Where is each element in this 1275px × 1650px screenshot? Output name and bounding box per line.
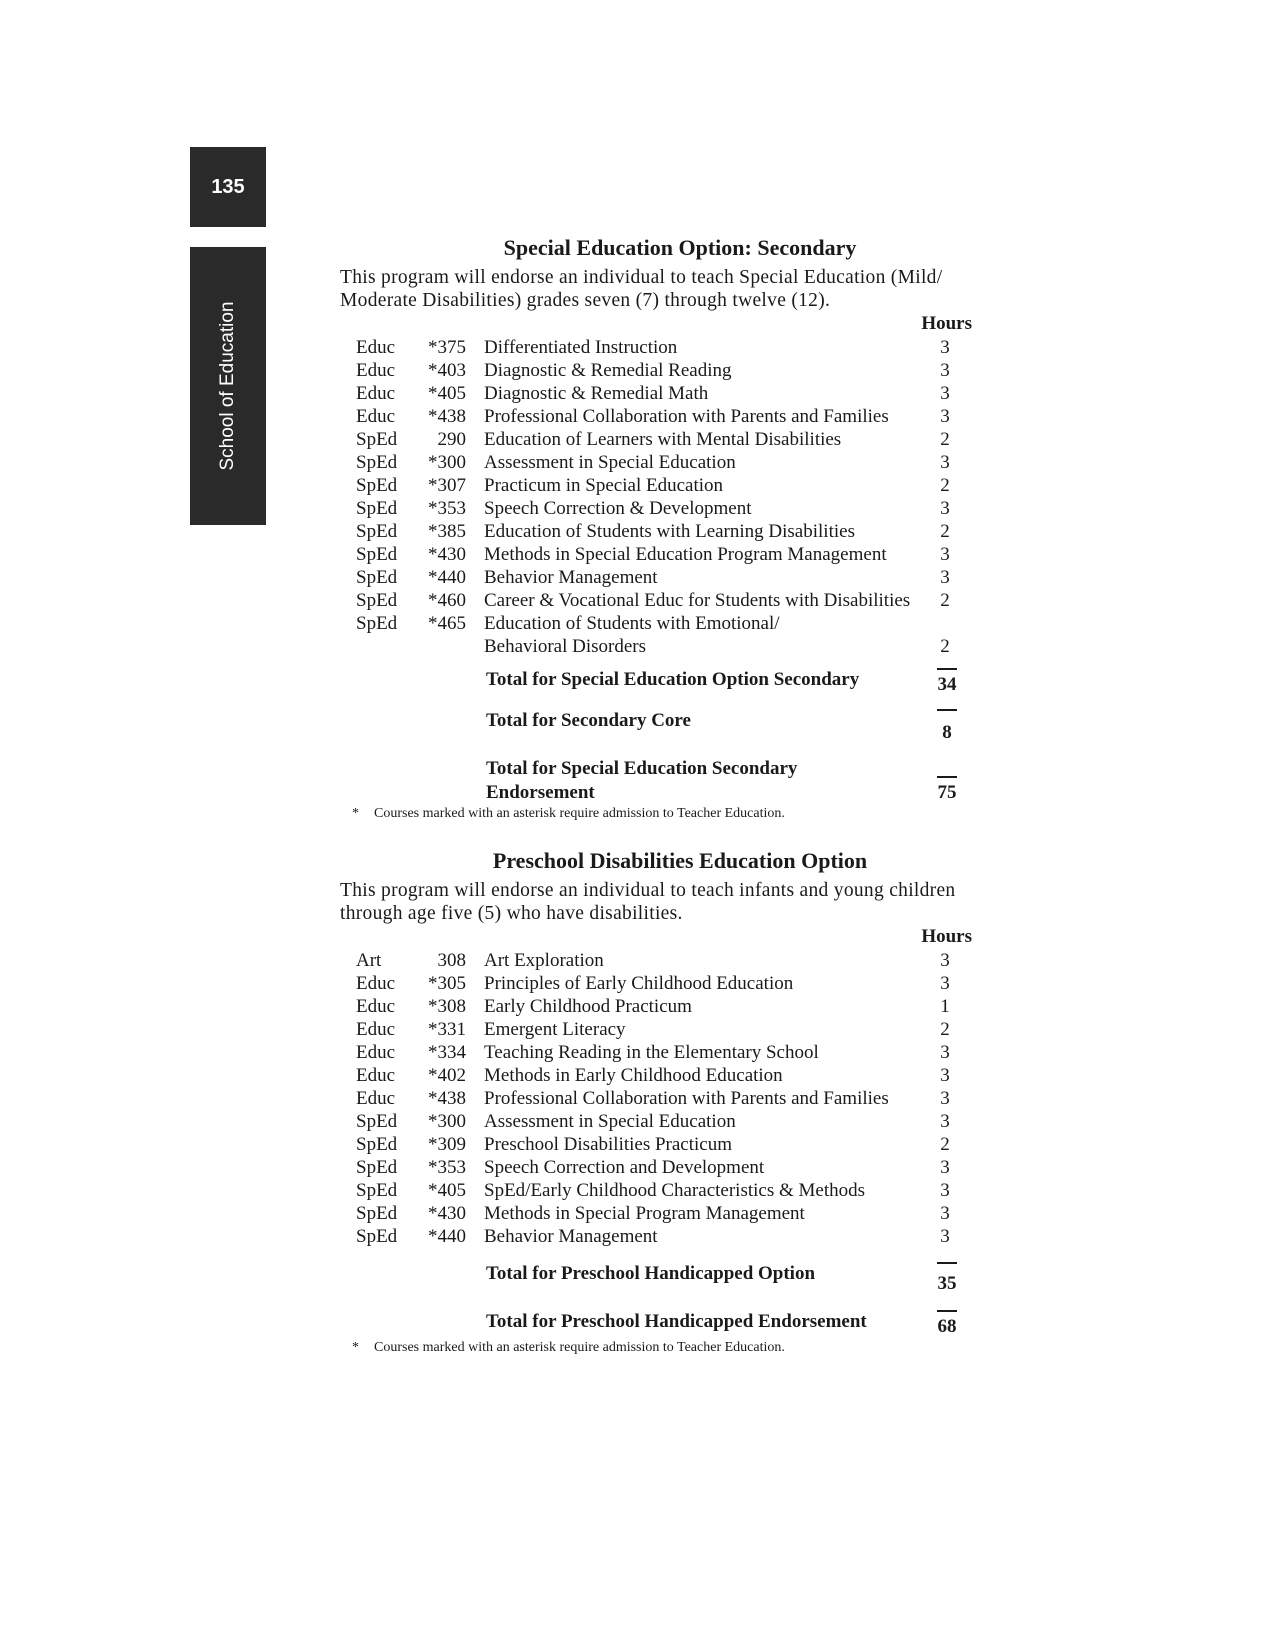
course-hours: 2 (940, 429, 950, 450)
course-number: *353 (428, 498, 466, 519)
course-title: Behavior Management (484, 1226, 658, 1247)
course-title: Differentiated Instruction (484, 337, 678, 358)
course-number: *300 (428, 1111, 466, 1132)
course-title: Early Childhood Practicum (484, 996, 692, 1017)
course-number: *430 (428, 1203, 466, 1224)
total-value: 34 (937, 674, 957, 695)
course-hours: 2 (940, 636, 950, 657)
course-number (411, 635, 484, 658)
course-row (356, 1133, 960, 1156)
course-number: *438 (428, 406, 466, 427)
course-title: Practicum in Special Education (484, 475, 724, 496)
course-number: *308 (428, 996, 466, 1017)
secondary-total-endorsement (486, 757, 1020, 805)
course-number: *334 (428, 1042, 466, 1063)
footnote-marker: * (352, 1340, 359, 1355)
course-dept: SpEd (356, 1134, 398, 1155)
course-dept: SpEd (356, 1203, 398, 1224)
secondary-footnote (352, 805, 1020, 823)
course-dept: SpEd (356, 1157, 398, 1178)
course-hours: 3 (940, 567, 950, 588)
course-number: *331 (428, 1019, 466, 1040)
course-row (356, 612, 960, 635)
total-label: Total for Secondary Core (486, 710, 691, 731)
course-number: *440 (428, 567, 466, 588)
course-number: *438 (428, 1088, 466, 1109)
total-label: Total for Preschool Handicapped Endorsement (486, 1311, 867, 1332)
course-title: Education of Students with Learning Disabilities (484, 521, 855, 542)
total-rule (937, 1262, 957, 1264)
course-hours: 3 (940, 1111, 950, 1132)
course-number: *440 (428, 1226, 466, 1247)
course-title: Principles of Early Childhood Education (484, 973, 794, 994)
total-rule (937, 709, 957, 711)
total-value: 68 (937, 1316, 957, 1337)
course-row (356, 336, 960, 359)
course-hours: 2 (940, 590, 950, 611)
course-dept: SpEd (356, 475, 398, 496)
course-dept: SpEd (356, 1111, 398, 1132)
course-number: 308 (437, 950, 466, 971)
course-title: Speech Correction & Development (484, 498, 752, 519)
course-row (356, 1018, 960, 1041)
course-dept: Educ (356, 360, 396, 381)
course-dept: Educ (356, 973, 396, 994)
course-hours: 3 (940, 383, 950, 404)
course-dept: Art (356, 950, 382, 971)
course-title: Diagnostic & Remedial Math (484, 383, 709, 404)
course-title: Education of Students with Emotional/ (484, 613, 780, 634)
course-number: *375 (428, 337, 466, 358)
course-title: Methods in Early Childhood Education (484, 1065, 783, 1086)
secondary-intro: This program will endorse an individual to teach Special Education (Mild/ Moderate Disabilities) grades seven (7) through twelve (12). (340, 267, 943, 311)
course-title: Professional Collaboration with Parents and Families (484, 1088, 889, 1109)
course-dept: Educ (356, 406, 396, 427)
course-dept: SpEd (356, 521, 398, 542)
course-dept: SpEd (356, 567, 398, 588)
course-hours: 3 (940, 452, 950, 473)
course-hours: 3 (940, 950, 950, 971)
course-row (356, 995, 960, 1018)
course-row (356, 474, 960, 497)
course-row (356, 1156, 960, 1179)
course-row (356, 451, 960, 474)
total-value: 75 (937, 782, 957, 803)
course-hours: 3 (940, 1226, 950, 1247)
course-dept: SpEd (356, 1226, 398, 1247)
course-number: *405 (428, 383, 466, 404)
preschool-total-option (486, 1262, 1020, 1296)
page-number-tab (190, 147, 266, 227)
course-hours: 2 (940, 521, 950, 542)
course-number: *309 (428, 1134, 466, 1155)
course-title: Education of Learners with Mental Disabilities (484, 429, 842, 450)
course-row (356, 543, 960, 566)
course-row (356, 520, 960, 543)
course-hours: 3 (940, 360, 950, 381)
preschool-title: Preschool Disabilities Education Option (492, 848, 868, 873)
course-row (356, 566, 960, 589)
course-title: Teaching Reading in the Elementary School (484, 1042, 819, 1063)
course-title: Diagnostic & Remedial Reading (484, 360, 732, 381)
course-title: SpEd/Early Childhood Characteristics & Methods (484, 1180, 866, 1201)
course-hours: 3 (940, 1042, 950, 1063)
course-title: Methods in Special Program Management (484, 1203, 805, 1224)
course-hours: 2 (940, 475, 950, 496)
course-row (356, 1202, 960, 1225)
course-dept (356, 635, 411, 658)
course-row (356, 1225, 960, 1248)
course-number: *430 (428, 544, 466, 565)
secondary-title: Special Education Option: Secondary (503, 235, 857, 260)
course-row (356, 428, 960, 451)
course-hours: 3 (940, 498, 950, 519)
course-number: *460 (428, 590, 466, 611)
course-row (356, 972, 960, 995)
course-title: Behavioral Disorders (484, 636, 646, 657)
course-number: *403 (428, 360, 466, 381)
course-number: 290 (437, 429, 466, 450)
course-hours: 3 (940, 544, 950, 565)
footnote-text: Courses marked with an asterisk require admission to Teacher Education. (374, 1340, 785, 1355)
course-number: *405 (428, 1180, 466, 1201)
course-title: Behavior Management (484, 567, 658, 588)
preschool-hours-header: Hours (921, 926, 972, 947)
secondary-course-table (356, 336, 960, 658)
course-hours (930, 612, 960, 635)
course-dept: Educ (356, 1065, 396, 1086)
course-row (356, 1041, 960, 1064)
preschool-section (340, 843, 1020, 1357)
secondary-hours-header: Hours (921, 313, 972, 334)
course-hours: 3 (940, 1157, 950, 1178)
course-dept: Educ (356, 383, 396, 404)
course-dept: Educ (356, 1042, 396, 1063)
footnote-text: Courses marked with an asterisk require admission to Teacher Education. (374, 806, 785, 821)
course-dept: Educ (356, 1019, 396, 1040)
course-dept: SpEd (356, 590, 398, 611)
course-row (356, 1179, 960, 1202)
course-title: Emergent Literacy (484, 1019, 626, 1040)
course-row (356, 949, 960, 972)
total-value: 8 (942, 722, 952, 743)
course-hours: 3 (940, 406, 950, 427)
course-number: *307 (428, 475, 466, 496)
course-row (356, 589, 960, 612)
course-dept: SpEd (356, 452, 398, 473)
preschool-total-endorsement (486, 1310, 1020, 1339)
total-label: Total for Preschool Handicapped Option (486, 1263, 816, 1284)
course-hours: 3 (940, 1203, 950, 1224)
course-hours: 3 (940, 1088, 950, 1109)
course-title: Assessment in Special Education (484, 452, 736, 473)
course-hours: 3 (940, 1065, 950, 1086)
preschool-intro: This program will endorse an individual to teach infants and young children through age five (5) who have disabilities. (340, 880, 956, 924)
page-number: 135 (211, 175, 245, 198)
course-hours: 1 (940, 996, 950, 1017)
course-row (356, 635, 960, 658)
course-row (356, 1064, 960, 1087)
course-row (356, 1110, 960, 1133)
footnote-marker: * (352, 806, 359, 821)
course-dept: SpEd (356, 429, 398, 450)
section-tab (190, 247, 266, 525)
course-number: *300 (428, 452, 466, 473)
course-row (356, 359, 960, 382)
course-number: *465 (428, 613, 466, 634)
total-rule (937, 1310, 957, 1312)
course-dept: Educ (356, 996, 396, 1017)
total-label: Total for Special Education Option Secondary (486, 669, 860, 690)
course-title: Preschool Disabilities Practicum (484, 1134, 733, 1155)
course-dept: Educ (356, 1088, 396, 1109)
course-dept: SpEd (356, 1180, 398, 1201)
course-row (356, 405, 960, 428)
secondary-section (340, 230, 1020, 823)
course-title: Speech Correction and Development (484, 1157, 765, 1178)
course-hours: 3 (940, 1180, 950, 1201)
total-rule (937, 668, 957, 670)
course-hours: 2 (940, 1134, 950, 1155)
course-number: *385 (428, 521, 466, 542)
secondary-total-core (486, 709, 1020, 745)
course-title: Professional Collaboration with Parents and Families (484, 406, 889, 427)
total-label: Total for Special Education Secondary Endorsement (486, 758, 798, 803)
course-hours: 3 (940, 337, 950, 358)
course-title: Art Exploration (484, 950, 604, 971)
course-row (356, 382, 960, 405)
course-row (356, 1087, 960, 1110)
course-row (356, 497, 960, 520)
course-number: *353 (428, 1157, 466, 1178)
course-number: *402 (428, 1065, 466, 1086)
preschool-course-table (356, 949, 960, 1248)
course-title: Methods in Special Education Program Management (484, 544, 887, 565)
total-rule (937, 776, 957, 778)
course-title: Assessment in Special Education (484, 1111, 736, 1132)
preschool-footnote (352, 1339, 1020, 1357)
page-content (340, 230, 1020, 1357)
secondary-total-option (486, 668, 1020, 697)
course-dept: Educ (356, 337, 396, 358)
course-hours: 2 (940, 1019, 950, 1040)
total-value: 35 (937, 1273, 957, 1294)
course-dept: SpEd (356, 613, 398, 634)
course-number: *305 (428, 973, 466, 994)
course-dept: SpEd (356, 498, 398, 519)
course-hours: 3 (940, 973, 950, 994)
section-label: School of Education (217, 301, 238, 471)
course-title: Career & Vocational Educ for Students with Disabilities (484, 590, 911, 611)
course-dept: SpEd (356, 544, 398, 565)
